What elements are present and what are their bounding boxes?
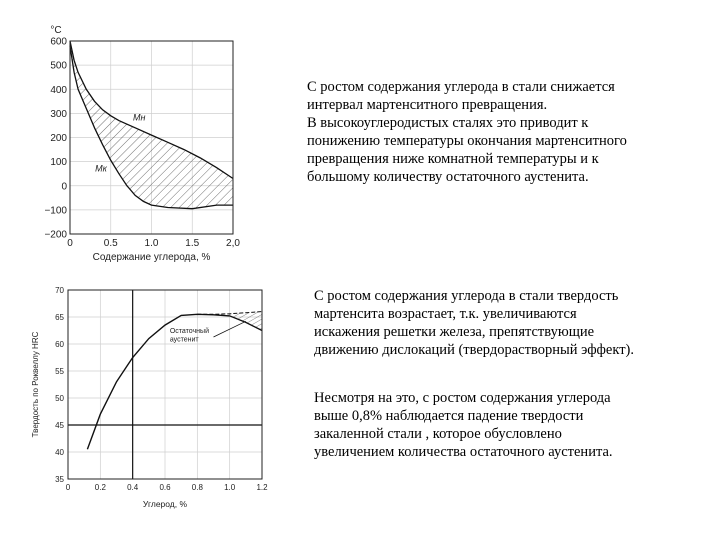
y-tick-label: 100: [50, 157, 67, 169]
annotation-label: аустенит: [169, 336, 199, 344]
y-tick-label: 600: [50, 36, 67, 48]
y-tick-label: 500: [50, 60, 67, 72]
text-line: В высокоуглеродистых сталях это приводит к: [307, 115, 589, 131]
y-tick-label: 70: [55, 286, 64, 295]
y-tick-label: 35: [55, 475, 64, 484]
text-line: понижению температуры окончания мартенситного: [307, 133, 627, 149]
series-label-mn: Mн: [133, 112, 146, 123]
y-tick-label: 300: [50, 108, 67, 120]
x-axis-label: Углерод, %: [142, 499, 188, 509]
y-tick-label: 50: [55, 394, 64, 403]
x-axis-label: Содержание углерода, %: [92, 252, 211, 263]
x-tick-label: 0.5: [103, 238, 118, 249]
x-tick-label: 0.6: [159, 483, 171, 492]
x-tick-label: 1.2: [256, 483, 268, 492]
y-tick-label: 45: [55, 421, 64, 430]
y-tick-label: 55: [55, 367, 64, 376]
y-tick-label: −100: [44, 205, 67, 217]
paragraph-martensite-interval: [307, 78, 647, 186]
text-line: большому количеству остаточного аустенита.: [307, 169, 589, 185]
text-line: движению дислокаций (твердорастворный эффект).: [314, 342, 635, 358]
text-line: интервал мартенситного превращения.: [307, 97, 548, 113]
text-line: искажения решетки железа, препятствующие: [314, 324, 595, 340]
text-line: С ростом содержания углерода в стали снижается: [307, 79, 615, 95]
y-unit-label: °C: [50, 25, 62, 36]
text-line: превращения ниже комнатной температуры и к: [307, 151, 599, 167]
x-tick-label: 1.5: [185, 238, 200, 249]
x-tick-label: 0.8: [191, 483, 203, 492]
x-tick-label: 2,0: [226, 238, 240, 249]
text-line: увеличением количества остаточного аустенита.: [314, 444, 613, 460]
x-tick-label: 0.2: [94, 483, 106, 492]
y-tick-label: 60: [55, 340, 64, 349]
y-axis-label: Твердость по Роквеллу HRC: [31, 331, 40, 438]
x-tick-label: 0: [65, 483, 71, 492]
text-line: Несмотря на это, с ростом содержания углерода: [314, 390, 611, 406]
paragraph-hardness-increase: [314, 287, 674, 359]
x-tick-label: 0.4: [127, 483, 139, 492]
paragraph-hardness-drop: [314, 389, 664, 461]
y-tick-label: 0: [61, 181, 67, 193]
y-tick-label: 65: [55, 313, 64, 322]
text-line: С ростом содержания углерода в стали твердость: [314, 288, 619, 304]
hardness-chart: [25, 280, 280, 535]
annotation-label: Остаточный: [169, 328, 209, 336]
y-tick-label: 400: [50, 84, 67, 96]
text-line: мартенсита возрастает, т.к. увеличиваются: [314, 306, 577, 322]
text-line: закаленной стали , которое обусловлено: [314, 426, 562, 442]
martensite-temperature-chart: [20, 10, 260, 275]
y-tick-label: 40: [55, 448, 64, 457]
x-tick-label: 0: [67, 238, 73, 249]
series-label-mk: Mк: [95, 163, 107, 174]
y-tick-label: −200: [44, 229, 67, 241]
x-tick-label: 1.0: [224, 483, 236, 492]
y-tick-label: 200: [50, 133, 67, 144]
x-tick-label: 1.0: [144, 238, 159, 249]
text-line: выше 0,8% наблюдается падение твердости: [314, 408, 584, 424]
